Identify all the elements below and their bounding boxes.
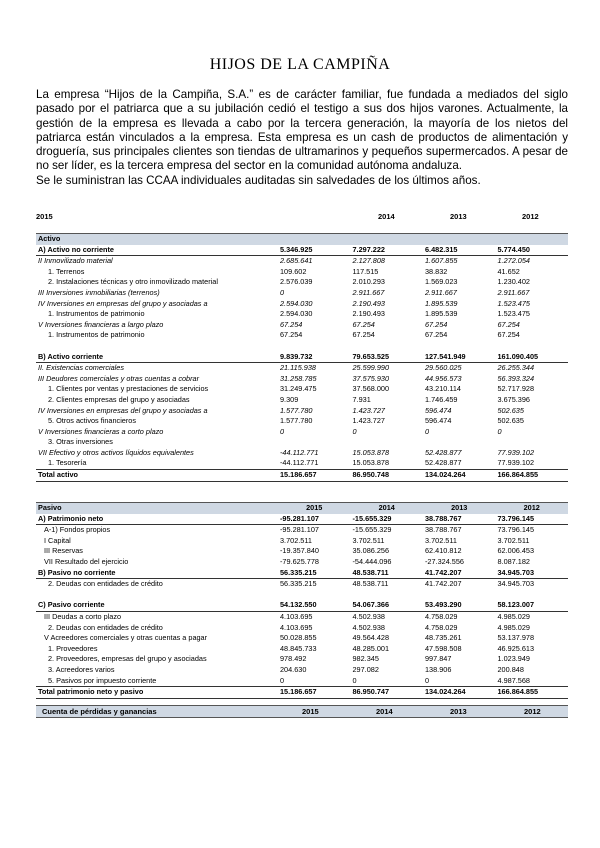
- value-cell: 15.186.657: [278, 470, 351, 482]
- section-header: Pasivo: [36, 503, 278, 514]
- value-cell: 2.190.493: [352, 309, 385, 319]
- row-label: 1. Clientes por ventas y prestaciones de servicios: [48, 384, 209, 394]
- value-cell: -15.655.329: [352, 525, 392, 535]
- value-cell: 5.774.450: [496, 245, 569, 256]
- value-cell: 0: [497, 426, 502, 436]
- value-cell: 1.569.023: [425, 277, 458, 287]
- row-label: [36, 341, 278, 352]
- value-cell: 6.482.315: [423, 245, 496, 256]
- value-cell: [423, 341, 496, 352]
- value-cell: 67.254: [280, 330, 303, 340]
- value-cell: 0: [425, 426, 430, 436]
- row-label: 3. Otras inversiones: [48, 437, 113, 447]
- value-cell: -44.112.771: [280, 458, 319, 468]
- value-cell: 67.254: [497, 330, 520, 340]
- value-cell: 117.515: [352, 266, 379, 276]
- table-row: [36, 676, 568, 687]
- section-header-row: [36, 503, 568, 514]
- value-cell: [496, 341, 569, 352]
- value-cell: 47.598.508: [425, 643, 462, 653]
- value-cell: 41.742.207: [425, 579, 462, 589]
- row-label: 2. Instalaciones técnicas y otro inmovilizado material: [48, 277, 218, 287]
- value-cell: 1.023.949: [497, 654, 530, 664]
- value-cell: 34.945.703: [497, 579, 535, 589]
- table-row: [36, 363, 568, 374]
- value-cell: [278, 437, 351, 448]
- value-cell: 596.474: [425, 416, 452, 426]
- intro-text: [36, 88, 568, 188]
- value-cell: 15.053.878: [352, 447, 390, 457]
- table-row: [36, 590, 568, 601]
- value-cell: 54.132.550: [278, 600, 351, 611]
- value-cell: -44.112.771: [280, 447, 319, 457]
- value-cell: 67.254: [280, 319, 303, 329]
- year-label: 2012: [524, 707, 541, 716]
- table-row: [36, 665, 568, 676]
- value-cell: 77.939.102: [497, 458, 535, 468]
- activo-year-header: [36, 212, 568, 224]
- value-cell: 502.635: [497, 416, 524, 426]
- value-cell: -54.444.096: [352, 556, 392, 566]
- table-row: [36, 448, 568, 459]
- row-label: 1. Proveedores: [48, 643, 98, 653]
- value-cell: 48.538.711: [351, 568, 424, 579]
- value-cell: 53.137.978: [497, 633, 535, 643]
- row-label: III Deudas a corto plazo: [44, 611, 122, 621]
- value-cell: 134.024.264: [423, 687, 496, 699]
- value-cell: 15.053.878: [352, 458, 390, 468]
- value-cell: [423, 437, 496, 448]
- table-row: [36, 557, 568, 568]
- year-label: 2013: [450, 212, 467, 221]
- value-cell: 52.428.877: [425, 458, 462, 468]
- value-cell: 3.702.511: [497, 535, 530, 545]
- value-cell: [496, 590, 569, 601]
- year-label: 2015: [278, 503, 351, 514]
- value-cell: 0: [352, 426, 357, 436]
- table-row: [36, 299, 568, 310]
- value-cell: -27.324.556: [425, 556, 464, 566]
- value-cell: 56.393.324: [497, 373, 535, 383]
- value-cell: 41.742.207: [423, 568, 496, 579]
- row-label: [36, 590, 278, 601]
- value-cell: 7.297.222: [351, 245, 424, 256]
- value-cell: 0: [280, 287, 285, 297]
- value-cell: [423, 590, 496, 601]
- value-cell: 48.845.733: [280, 643, 317, 653]
- value-cell: 502.635: [497, 405, 524, 415]
- table-row: [36, 320, 568, 331]
- value-cell: 73.796.145: [496, 514, 569, 525]
- value-cell: 0: [352, 675, 357, 685]
- table-row: [36, 427, 568, 438]
- year-label: 2012: [496, 503, 569, 514]
- value-cell: 3.702.511: [425, 535, 457, 545]
- table-row: [36, 277, 568, 288]
- value-cell: 67.254: [352, 319, 375, 329]
- value-cell: 31.249.475: [280, 384, 317, 394]
- value-cell: [278, 590, 351, 601]
- value-cell: 67.254: [497, 319, 520, 329]
- value-cell: [496, 437, 569, 448]
- row-label: V Inversiones financieras a largo plazo: [38, 319, 164, 329]
- table-row: [36, 546, 568, 557]
- row-label: 5. Pasivos por impuesto corriente: [48, 675, 157, 685]
- table-row: [36, 395, 568, 406]
- value-cell: 9.839.732: [278, 352, 351, 363]
- year-label: 2014: [378, 212, 395, 221]
- value-cell: 1.523.475: [497, 298, 530, 308]
- value-cell: 73.796.145: [497, 525, 535, 535]
- value-cell: 138.906: [425, 664, 452, 674]
- value-cell: 25.599.990: [352, 363, 390, 373]
- row-label: B) Activo corriente: [36, 352, 278, 363]
- value-cell: 127.541.949: [423, 352, 496, 363]
- value-cell: -79.625.778: [280, 556, 319, 566]
- year-label: 2014: [376, 707, 393, 716]
- value-cell: 4.502.938: [352, 622, 385, 632]
- row-label: III Inversiones inmobiliarias (terrenos): [38, 287, 160, 297]
- value-cell: 77.939.102: [497, 447, 535, 457]
- value-cell: 58.123.007: [496, 600, 569, 611]
- row-label: B) Pasivo no corriente: [36, 568, 278, 579]
- value-cell: 2.911.667: [497, 287, 530, 297]
- table-row: [36, 458, 568, 469]
- value-cell: [351, 437, 424, 448]
- table-row: [36, 330, 568, 341]
- section-header-row: [36, 234, 568, 245]
- value-cell: 3.675.396: [497, 394, 530, 404]
- value-cell: 38.788.767: [423, 514, 496, 525]
- value-cell: 50.028.855: [280, 633, 317, 643]
- row-label: VII Resultado del ejercicio: [44, 556, 129, 566]
- year-label: 2013: [450, 707, 467, 716]
- value-cell: 1.577.780: [280, 405, 313, 415]
- value-cell: 0: [280, 675, 285, 685]
- value-cell: 21.115.938: [280, 363, 316, 373]
- pyg-header-bar: [36, 705, 568, 718]
- value-cell: 1.895.539: [425, 309, 458, 319]
- table-row: [36, 352, 568, 363]
- value-cell: 1.423.727: [352, 416, 385, 426]
- row-label: III Reservas: [44, 546, 83, 556]
- value-cell: 1.230.402: [497, 277, 530, 287]
- value-cell: 38.832: [425, 266, 448, 276]
- value-cell: 4.987.568: [497, 675, 530, 685]
- value-cell: 4.985.029: [497, 622, 530, 632]
- table-row: [36, 568, 568, 579]
- row-label: 5. Otros activos financieros: [48, 416, 137, 426]
- value-cell: 2.594.030: [280, 309, 313, 319]
- value-cell: 1.607.855: [425, 256, 458, 266]
- row-label: II. Existencias comerciales: [38, 363, 124, 373]
- row-label: V Inversiones financieras a corto plazo: [38, 426, 164, 436]
- value-cell: 297.082: [352, 664, 379, 674]
- row-label: C) Pasivo corriente: [36, 600, 278, 611]
- value-cell: 2.576.039: [280, 277, 313, 287]
- table-row: [36, 267, 568, 278]
- value-cell: 997.847: [425, 654, 452, 664]
- section-header: Activo: [36, 234, 278, 245]
- value-cell: 54.067.366: [351, 600, 424, 611]
- value-cell: 109.602: [280, 266, 307, 276]
- value-cell: 4.103.695: [280, 611, 313, 621]
- value-cell: 48.735.261: [425, 633, 462, 643]
- table-row: [36, 611, 568, 622]
- value-cell: 48.285.001: [352, 643, 390, 653]
- year-label: 2012: [522, 212, 539, 221]
- value-cell: 56.335.215: [280, 579, 317, 589]
- table-row: [36, 406, 568, 417]
- value-cell: 67.254: [352, 330, 375, 340]
- row-label: V Acreedores comerciales y otras cuentas a pagar: [44, 633, 208, 643]
- value-cell: [351, 341, 424, 352]
- value-cell: [278, 341, 351, 352]
- pasivo-table: [36, 502, 568, 699]
- table-row: [36, 341, 568, 352]
- value-cell: 166.864.855: [496, 470, 569, 482]
- value-cell: 0: [280, 426, 285, 436]
- year-label: 2015: [302, 707, 319, 716]
- value-cell: 86.950.748: [351, 470, 424, 482]
- value-cell: 15.186.657: [278, 687, 351, 699]
- value-cell: 2.685.641: [280, 256, 313, 266]
- value-cell: 35.086.256: [352, 546, 390, 556]
- value-cell: 1.895.539: [425, 298, 458, 308]
- row-label: A) Activo no corriente: [36, 245, 278, 256]
- row-label: VII Efectivo y otros activos líquidos equivalentes: [38, 447, 194, 457]
- value-cell: 43.210.114: [425, 384, 461, 394]
- document-title: HIJOS DE LA CAMPIÑA: [209, 56, 391, 73]
- value-cell: 161.090.405: [496, 352, 569, 363]
- table-row: [36, 600, 568, 611]
- value-cell: -15.655.329: [351, 514, 424, 525]
- value-cell: 9.309: [280, 394, 299, 404]
- value-cell: 204.630: [280, 664, 307, 674]
- row-label: 1. Instrumentos de patrimonio: [48, 309, 145, 319]
- value-cell: 3.702.511: [280, 535, 312, 545]
- value-cell: 5.346.925: [278, 245, 351, 256]
- table-row: [36, 654, 568, 665]
- row-label: 2. Proveedores, empresas del grupo y asociadas: [48, 654, 207, 664]
- value-cell: 29.560.025: [425, 363, 462, 373]
- table-row: [36, 416, 568, 427]
- table-row: [36, 536, 568, 547]
- value-cell: 2.010.293: [352, 277, 385, 287]
- value-cell: 41.652: [497, 266, 520, 276]
- table-row: [36, 514, 568, 525]
- value-cell: 49.564.428: [352, 633, 390, 643]
- value-cell: 56.335.215: [278, 568, 351, 579]
- row-label: 1. Tesorería: [48, 458, 87, 468]
- row-label: Total patrimonio neto y pasivo: [36, 687, 278, 699]
- row-label: 2. Deudas con entidades de crédito: [48, 622, 163, 632]
- value-cell: 3.702.511: [352, 535, 385, 545]
- value-cell: 7.931: [352, 394, 371, 404]
- table-row: [36, 309, 568, 320]
- value-cell: 67.254: [425, 330, 448, 340]
- value-cell: 79.653.525: [351, 352, 424, 363]
- value-cell: 200.848: [497, 664, 524, 674]
- table-row: [36, 288, 568, 299]
- row-label: II Inmovilizado material: [38, 256, 113, 266]
- value-cell: 4.103.695: [280, 622, 313, 632]
- value-cell: 1.272.054: [497, 256, 530, 266]
- value-cell: -95.281.107: [278, 514, 351, 525]
- table-row: [36, 470, 568, 482]
- value-cell: 44.956.573: [425, 373, 462, 383]
- value-cell: 1.423.727: [352, 405, 385, 415]
- year-label: 2015: [36, 212, 53, 221]
- row-label: 3. Acreedores varios: [48, 664, 115, 674]
- value-cell: 26.255.344: [497, 363, 535, 373]
- table-row: [36, 687, 568, 699]
- value-cell: 46.925.613: [497, 643, 535, 653]
- value-cell: 37.575.930: [352, 373, 390, 383]
- value-cell: 8.087.182: [497, 556, 530, 566]
- value-cell: 52.717.928: [497, 384, 535, 394]
- value-cell: 4.502.938: [352, 611, 385, 621]
- table-row: [36, 579, 568, 590]
- value-cell: 596.474: [425, 405, 452, 415]
- row-label: IV Inversiones en empresas del grupo y asociadas a: [38, 298, 208, 308]
- intro-paragraph: Se le suministran las CCAA individuales auditadas sin salvedades de los últimos años.: [36, 173, 481, 187]
- table-row: [36, 644, 568, 655]
- value-cell: 4.758.029: [425, 622, 458, 632]
- value-cell: 2.911.667: [425, 287, 457, 297]
- value-cell: 1.523.475: [497, 309, 530, 319]
- year-label: 2013: [423, 503, 496, 514]
- row-label: 1. Instrumentos de patrimonio: [48, 330, 145, 340]
- row-label: 1. Terrenos: [48, 266, 85, 276]
- value-cell: 34.945.703: [496, 568, 569, 579]
- value-cell: 38.788.767: [425, 525, 462, 535]
- value-cell: 134.024.264: [423, 470, 496, 482]
- value-cell: [351, 590, 424, 601]
- intro-paragraph: La empresa “Hijos de la Campiña, S.A.” es de carácter familiar, fue fundada a mediados del siglo pasado por el patriarca que a su jubilación cedió el testigo a sus dos hijos varones. Actualmente, la gestión de la empresa es llevada a cabo por la tercera generación, la mayoría de los nietos del patriarca están vinculados a la empresa. Esta empresa es un cash de productos de alimentación y droguería, sus principales clientes son tiendas de ultramarinos y pequeños supermercados. A pesar de no ser líder, es la tercera empresa del sector en la comunidad autónoma andaluza.: [36, 88, 568, 173]
- value-cell: 53.493.290: [423, 600, 496, 611]
- row-label: A) Patrimonio neto: [36, 514, 278, 525]
- value-cell: 48.538.711: [352, 579, 389, 589]
- value-cell: 982.345: [352, 654, 379, 664]
- value-cell: 2.127.808: [352, 256, 385, 266]
- value-cell: 52.428.877: [425, 447, 462, 457]
- activo-table: [36, 233, 568, 482]
- value-cell: 2.190.493: [352, 298, 385, 308]
- value-cell: -95.281.107: [280, 525, 319, 535]
- row-label: A-1) Fondos propios: [44, 525, 111, 535]
- value-cell: 37.568.000: [352, 384, 390, 394]
- table-row: [36, 256, 568, 267]
- table-row: [36, 623, 568, 634]
- row-label: III Deudores comerciales y otras cuentas a cobrar: [38, 373, 200, 383]
- value-cell: 4.985.029: [497, 611, 530, 621]
- value-cell: 0: [425, 675, 430, 685]
- year-label: 2014: [351, 503, 424, 514]
- table-row: [36, 437, 568, 448]
- value-cell: 978.492: [280, 654, 307, 664]
- value-cell: -19.357.840: [280, 546, 319, 556]
- table-row: [36, 633, 568, 644]
- table-row: [36, 245, 568, 256]
- value-cell: 31.258.785: [280, 373, 317, 383]
- value-cell: 2.911.667: [352, 287, 385, 297]
- value-cell: 2.594.030: [280, 298, 313, 308]
- value-cell: 4.758.029: [425, 611, 458, 621]
- row-label: 2. Clientes empresas del grupo y asociadas: [48, 394, 190, 404]
- table-row: [36, 384, 568, 395]
- row-label: 2. Deudas con entidades de crédito: [48, 579, 163, 589]
- row-label: I Capital: [44, 535, 71, 545]
- table-row: [36, 525, 568, 536]
- table-row: [36, 374, 568, 385]
- value-cell: 166.864.855: [496, 687, 569, 699]
- value-cell: 62.006.453: [497, 546, 535, 556]
- value-cell: 67.254: [425, 319, 448, 329]
- row-label: IV Inversiones en empresas del grupo y asociadas a: [38, 405, 208, 415]
- value-cell: 62.410.812: [425, 546, 462, 556]
- value-cell: 1.577.780: [280, 416, 313, 426]
- value-cell: 86.950.747: [351, 687, 424, 699]
- value-cell: 1.746.459: [425, 394, 458, 404]
- pyg-title: Cuenta de pérdidas y ganancias: [42, 707, 157, 716]
- row-label: Total activo: [36, 470, 278, 482]
